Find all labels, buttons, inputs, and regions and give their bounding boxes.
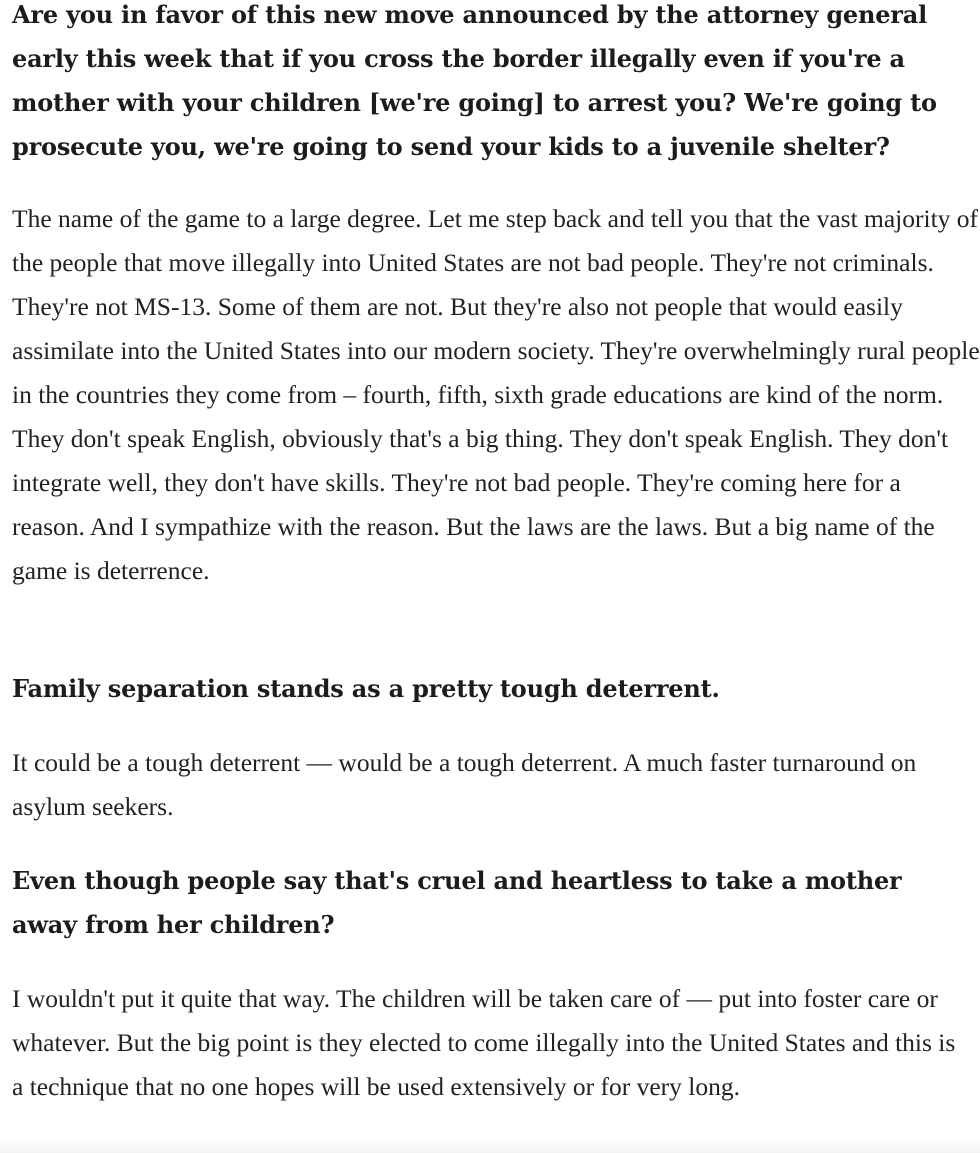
bottom-fade [0,1139,980,1153]
interview-question: Family separation stands as a pretty tough deterrent. [12,674,720,703]
interview-answer: I wouldn't put it quite that way. The children will be taken care of — put into foster care or whatever. But the big point is they elected to come illegally into the United States and this is a technique that no one hopes will be used extensively or for very long. [12,984,956,1101]
interview-question: Are you in favor of this new move announced by the attorney general early this week that if you cross the border illegally even if you're a mother with your children [we're going] to arrest you? We're going to prosecute you, we're going to send your kids to a juvenile shelter? [12,0,937,161]
interview-answer: The name of the game to a large degree. Let me step back and tell you that the vast majority of the people that move illegally into United States are not bad people. They're not criminals. They're not MS-13. Some of them are not. But they're also not people that would easily assimilate into the United States into our modern society. They're overwhelmingly rural people in the countries they come from – fourth, fifth, sixth grade educations are kind of the norm. They don't speak English, obviously that's a big thing. They don't speak English. They don't integrate well, they don't have skills. They're not bad people. They're coming here for a reason. And I sympathize with the reason. But the laws are the laws. But a big name of the game is deterrence. [12,204,980,585]
interview-question: Even though people say that's cruel and heartless to take a mother away from her children? [12,866,902,939]
interview-answer: It could be a tough deterrent — would be a tough deterrent. A much faster turnaround on asylum seekers. [12,748,917,821]
